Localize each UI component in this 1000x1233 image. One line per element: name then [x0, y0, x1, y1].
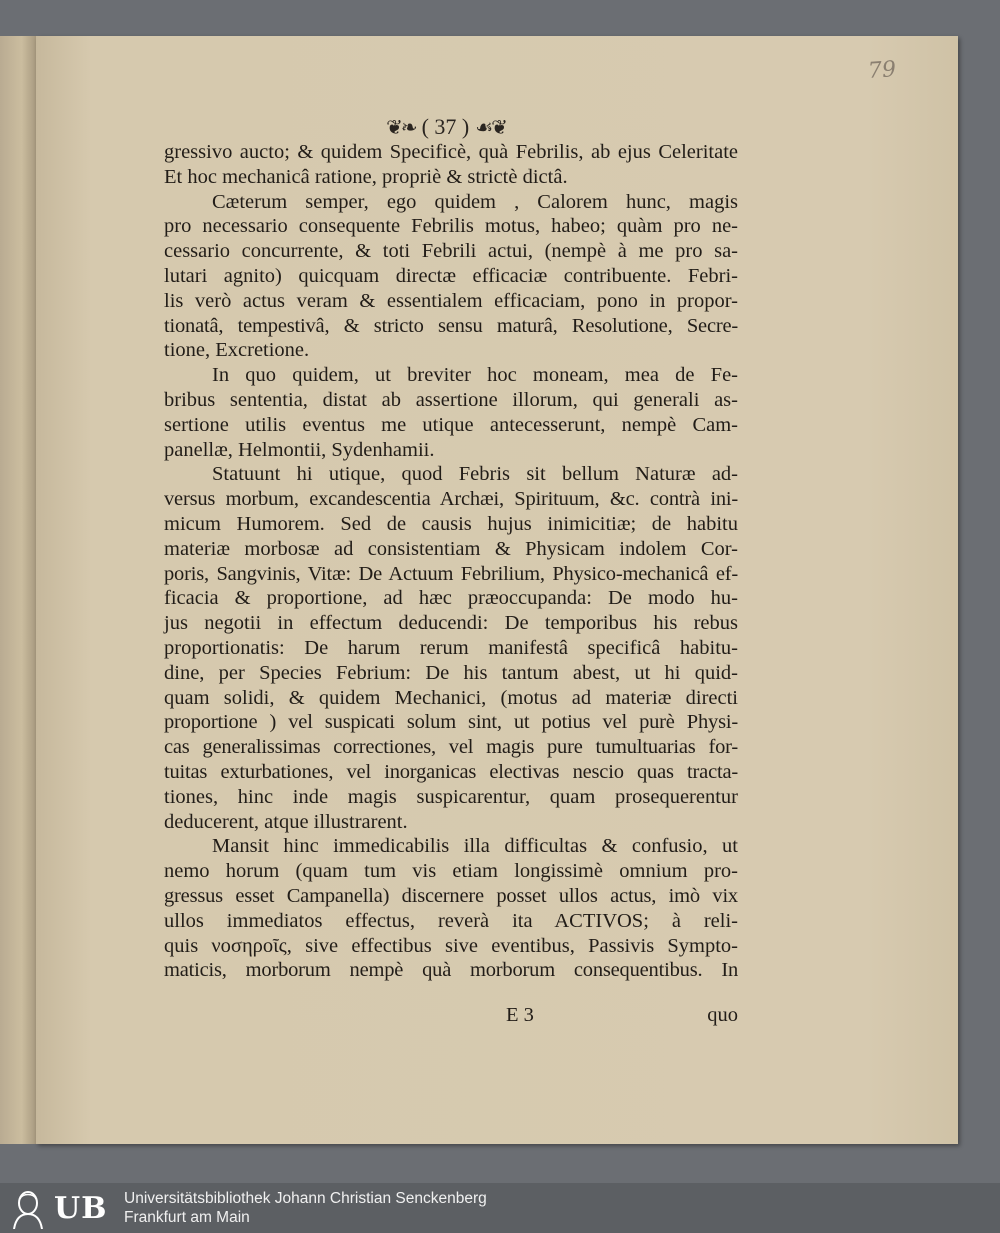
text-line: Statuunt hi utique, quod Febris sit bellum Naturæ ad-: [212, 463, 738, 486]
handwritten-folio-mark: 79: [867, 57, 897, 84]
printers-ornament-right-icon: ☙❦: [475, 116, 506, 139]
text-line: lutari agnito) quicquam directæ efficaciæ contribuente. Febri-: [164, 264, 738, 287]
text-line: materiæ morbosæ ad consistentiam & Physicam indolem Cor-: [164, 537, 738, 560]
ub-logo-text: UB: [54, 1190, 108, 1226]
facing-page-edge: [0, 36, 36, 1144]
text-line: sertione utilis eventus me utique antecesserunt, nempè Cam-: [164, 413, 738, 436]
text-line: bribus sententia, distat ab assertione illorum, qui generali as-: [164, 388, 738, 411]
text-line: Cæterum semper, ego quidem , Calorem hunc, magis: [212, 190, 738, 213]
printers-ornament-left-icon: ❦❧: [386, 116, 416, 139]
text-line: Et hoc mechanicâ ratione, propriè & strictè dictâ.: [164, 165, 568, 188]
text-line: panellæ, Helmontii, Sydenhamii.: [164, 438, 435, 461]
text-line: versus morbum, excandescentia Archæi, Spirituum, &c. contrà ini-: [164, 488, 738, 511]
text-line: gressus esset Campanella) discernere posset ullos actus, imò vix: [164, 884, 738, 907]
ub-logo[interactable]: [6, 1187, 116, 1229]
text-line: poris, Sangvinis, Vitæ: De Actuum Febrilium, Physico-mechanicâ ef-: [164, 562, 738, 585]
text-line: cas generalissimas correctiones, vel magis pure tumultuarias for-: [164, 736, 738, 759]
book-page: [36, 36, 958, 1144]
page-number: ( 37 ): [421, 114, 470, 139]
library-footer-bar: [0, 1183, 1000, 1233]
text-line: tionatâ, tempestivâ, & stricto sensu maturâ, Resolutione, Secre-: [164, 314, 738, 337]
text-line: tione, Excretione.: [164, 339, 310, 362]
text-line: proportionatis: De harum rerum manifestâ specificâ habitu-: [164, 636, 738, 659]
text-line: cessario concurrente, & toti Febrili actui, (nempè à me pro sa-: [164, 240, 738, 263]
institution-name[interactable]: [124, 1189, 487, 1227]
text-line: tuitas exturbationes, vel inorganicas electivas nescio quas tracta-: [164, 760, 738, 783]
text-line: dine, per Species Febrium: De his tantum abest, ut hi quid-: [164, 661, 738, 684]
signature-mark: E 3: [506, 1004, 534, 1026]
text-line: deducerent, atque illustrarent.: [164, 810, 408, 833]
text-line: tiones, hinc inde magis suspicarentur, quam prosequerentur: [164, 785, 738, 808]
text-line: quis νοσηροῖς, sive effectibus sive eventibus, Passivis Sympto-: [164, 934, 738, 957]
text-line: quam solidi, & quidem Mechanici, (motus ad materiæ directi: [164, 686, 738, 709]
text-line: maticis, morborum nempè quà morborum consequentibus. In: [164, 959, 738, 982]
text-line: jus negotii in effectum deducendi: De temporibus his rebus: [164, 612, 738, 635]
running-head: [366, 112, 526, 142]
text-line: Mansit hinc immedicabilis illa difficultas & confusio, ut: [212, 835, 738, 858]
text-line: nemo horum (quam tum vis etiam longissimè omnium pro-: [164, 860, 738, 883]
page-footer: [164, 1004, 738, 1030]
text-line: proportione ) vel suspicati solum sint, ut potius vel purè Physi-: [164, 711, 738, 734]
institution-line-2: Frankfurt am Main: [124, 1209, 250, 1226]
text-line: In quo quidem, ut breviter hoc moneam, mea de Fe-: [212, 364, 738, 387]
institution-line-1: Universitätsbibliothek Johann Christian Senckenberg: [124, 1190, 487, 1207]
text-line: micum Humorem. Sed de causis hujus inimicitiæ; de habitu: [164, 512, 738, 535]
text-line: ficacia & proportione, ad hæc præoccupanda: De modo hu-: [164, 587, 738, 610]
text-line: gressivo aucto; & quidem Specificè, quà Febrilis, ab ejus Celeritate: [164, 141, 738, 163]
body-text: [164, 140, 738, 983]
text-line: ullos immediatos effectus, reverà ita ACTIVOS; à reli-: [164, 909, 738, 932]
catchword: quo: [707, 1004, 738, 1026]
text-line: lis verò actus veram & essentialem efficaciam, pono in propor-: [164, 289, 738, 312]
text-line: pro necessario consequente Febrilis motus, habeo; quàm pro ne-: [164, 215, 738, 238]
senckenberg-portrait-icon: [6, 1187, 50, 1229]
